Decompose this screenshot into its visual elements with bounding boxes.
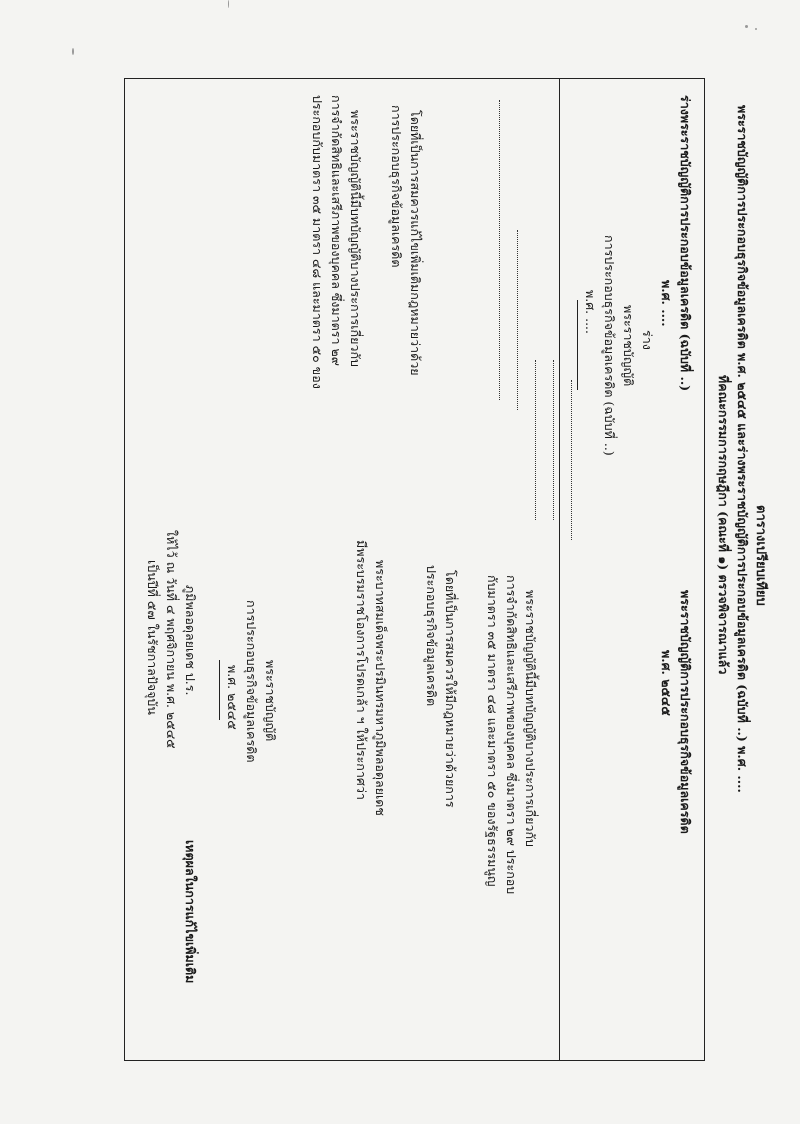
act-year: พ.ศ. ๒๕๔๕ <box>225 665 240 730</box>
act-clause-3: กับมาตรา ๓๕ มาตรา ๔๘ และมาตรา ๕๐ ของรัฐธรรมนูญ <box>485 575 500 887</box>
act-clause-2: การจำกัดสิทธิและเสรีภาพของบุคคล ซึ่งมาตรา ๒๙ ประกอบ <box>504 575 519 895</box>
draft-label: ร่าง <box>640 330 655 350</box>
royal-line-1: พระบาทสมเด็จพระปรมินทรมหาภูมิพลอดุลยเดช <box>373 560 388 816</box>
draft-act-year: พ.ศ. .... <box>583 290 598 334</box>
col-header-left-2: พ.ศ. ๒๕๔๕ <box>659 650 674 716</box>
act-title: พระราชบัญญัติ <box>263 660 278 742</box>
act-reason-2: ประกอบธุรกิจข้อมูลเครดิต <box>424 565 439 707</box>
draft-clause-2: การจำกัดสิทธิและเสรีภาพของบุคคล ซึ่งมาตรา ๒๙ <box>329 95 344 366</box>
draft-act-subtitle: การประกอบธุรกิจข้อมูลเครดิต (ฉบับที่ ..) <box>602 235 617 456</box>
dotted-line <box>517 230 518 410</box>
draft-clause-3: ประกอบกับมาตรา ๓๕ มาตรา ๔๘ และมาตรา ๕๐ ของ <box>310 95 325 389</box>
king-name: ภูมิพลอดุลยเดช ป.ร. <box>183 585 198 696</box>
table-right-border <box>124 1060 705 1061</box>
table-left-border <box>124 78 705 79</box>
dotted-line <box>571 380 572 540</box>
reign-year: เป็นปีที่ ๕๗ ในรัชกาลปัจจุบัน <box>145 560 160 715</box>
given-date: ให้ไว้ ณ วันที่ ๔ พฤศจิกายน พ.ศ. ๒๕๔๕ <box>164 530 179 749</box>
act-clause-1: พระราชบัญญัตินี้มีบทบัญญัติบางประการเกี่ยวกับ <box>523 590 538 847</box>
dotted-line <box>499 100 500 400</box>
table-bottom-border <box>124 78 125 1060</box>
draft-act-title: พระราชบัญญัติ <box>621 305 636 387</box>
col-header-right: เหตุผลในการแก้ไขเพิ่มเติม <box>183 840 198 984</box>
page-subheading-1: พระราชบัญญัติการประกอบธุรกิจข้อมูลเครดิต พ.ศ. ๒๕๔๕ และร่างพระราชบัญญัติการประกอบข้อมูลเครดิต (ฉบับที่ ..) พ.ศ. .... <box>735 105 750 793</box>
draft-clause-1: พระราชบัญญัตินี้มีบทบัญญัติบางประการเกี่ยวกับ <box>348 110 363 367</box>
act-divider <box>219 660 220 720</box>
table-top-border <box>704 78 705 1060</box>
table-header-border <box>559 78 560 1060</box>
page-heading: ตารางเปรียบเทียบ <box>753 505 768 606</box>
col-header-middle-2: พ.ศ. .... <box>659 280 674 327</box>
draft-reason-1: โดยที่เป็นการสมควรแก้ไขเพิ่มเติมกฎหมายว่าด้วย <box>408 110 423 376</box>
col-header-left-1: พระราชบัญญัติการประกอบธุรกิจข้อมูลเครดิต <box>678 590 693 834</box>
draft-reason-2: การประกอบธุรกิจข้อมูลเครดิต <box>389 105 404 268</box>
dotted-line <box>535 360 536 520</box>
page-subheading-2: ที่คณะกรรมการกฤษฎีกา (คณะที่ ๑) ตรวจพิจารณาแล้ว <box>716 375 731 675</box>
draft-divider <box>577 300 578 390</box>
col-header-middle-1: ร่างพระราชบัญญัติการประกอบข้อมูลเครดิต (ฉบับที่ ..) <box>678 95 693 392</box>
act-subtitle: การประกอบธุรกิจข้อมูลเครดิต <box>244 600 259 763</box>
dotted-line <box>553 360 554 520</box>
royal-line-2: มีพระบรมราชโองการโปรดเกล้า ฯ ให้ประกาศว่า <box>354 540 369 800</box>
act-reason-1: โดยที่เป็นการสมควรให้มีกฎหมายว่าด้วยการ <box>443 570 458 808</box>
